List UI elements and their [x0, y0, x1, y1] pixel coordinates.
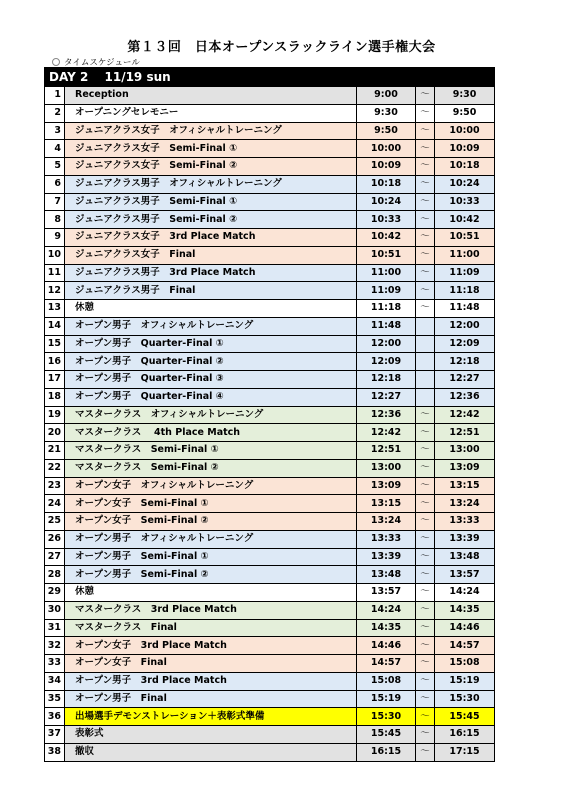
- start-time: 14:46: [357, 637, 416, 655]
- end-time: 12:51: [435, 424, 495, 442]
- schedule-row: [45, 335, 495, 353]
- row-number: 17: [45, 371, 65, 389]
- event-name: ジュニアクラス女子 オフィシャルトレーニング: [65, 122, 357, 140]
- row-number: 12: [45, 282, 65, 300]
- end-time: 13:33: [435, 513, 495, 531]
- row-number: 1: [45, 87, 65, 105]
- time-separator: 〜: [416, 264, 435, 282]
- row-number: 10: [45, 246, 65, 264]
- row-number: 7: [45, 193, 65, 211]
- schedule-row: [45, 708, 495, 726]
- start-time: 13:24: [357, 513, 416, 531]
- row-number: 23: [45, 477, 65, 495]
- time-separator: 〜: [416, 175, 435, 193]
- start-time: 13:39: [357, 548, 416, 566]
- schedule-row: [45, 477, 495, 495]
- row-number: 37: [45, 726, 65, 744]
- event-name: Reception: [65, 87, 357, 105]
- row-number: 14: [45, 317, 65, 335]
- row-number: 5: [45, 158, 65, 176]
- end-time: 9:50: [435, 104, 495, 122]
- end-time: 12:18: [435, 353, 495, 371]
- end-time: 13:24: [435, 495, 495, 513]
- schedule-row: [45, 637, 495, 655]
- event-name: マスタークラス Semi-Final ②: [65, 459, 357, 477]
- schedule-row: [45, 584, 495, 602]
- schedule-row: [45, 459, 495, 477]
- time-separator: 〜: [416, 140, 435, 158]
- time-separator: 〜: [416, 513, 435, 531]
- start-time: 11:00: [357, 264, 416, 282]
- start-time: 13:15: [357, 495, 416, 513]
- start-time: 15:08: [357, 672, 416, 690]
- start-time: 10:18: [357, 175, 416, 193]
- schedule-row: [45, 690, 495, 708]
- schedule-table: [44, 67, 495, 762]
- end-time: 16:15: [435, 726, 495, 744]
- start-time: 10:09: [357, 158, 416, 176]
- time-separator: 〜: [416, 690, 435, 708]
- end-time: 10:18: [435, 158, 495, 176]
- event-name: ジュニアクラス男子 Semi-Final ②: [65, 211, 357, 229]
- event-name: ジュニアクラス女子 Final: [65, 246, 357, 264]
- end-time: 10:42: [435, 211, 495, 229]
- start-time: 14:57: [357, 655, 416, 673]
- time-separator: 〜: [416, 619, 435, 637]
- schedule-row: [45, 726, 495, 744]
- start-time: 13:00: [357, 459, 416, 477]
- event-name: マスタークラス 4th Place Match: [65, 424, 357, 442]
- schedule-row: [45, 442, 495, 460]
- event-name: マスタークラス Semi-Final ①: [65, 442, 357, 460]
- circle-bullet-icon: [52, 58, 60, 66]
- event-name: マスタークラス Final: [65, 619, 357, 637]
- page-title: 第１３回 日本オープンスラックライン選手権大会: [127, 40, 436, 55]
- end-time: 12:09: [435, 335, 495, 353]
- row-number: 20: [45, 424, 65, 442]
- row-number: 36: [45, 708, 65, 726]
- event-name: 休憩: [65, 300, 357, 318]
- schedule-row: [45, 495, 495, 513]
- schedule-row: [45, 601, 495, 619]
- row-number: 3: [45, 122, 65, 140]
- start-time: 15:45: [357, 726, 416, 744]
- row-number: 11: [45, 264, 65, 282]
- end-time: 9:30: [435, 87, 495, 105]
- schedule-row: [45, 655, 495, 673]
- start-time: 12:09: [357, 353, 416, 371]
- time-separator: 〜: [416, 708, 435, 726]
- time-separator: 〜: [416, 282, 435, 300]
- time-separator: [416, 335, 435, 353]
- end-time: 13:39: [435, 530, 495, 548]
- start-time: 12:27: [357, 388, 416, 406]
- time-separator: 〜: [416, 459, 435, 477]
- start-time: 15:19: [357, 690, 416, 708]
- row-number: 30: [45, 601, 65, 619]
- event-name: マスタークラス 3rd Place Match: [65, 601, 357, 619]
- end-time: 10:00: [435, 122, 495, 140]
- time-separator: 〜: [416, 104, 435, 122]
- time-separator: 〜: [416, 158, 435, 176]
- start-time: 13:09: [357, 477, 416, 495]
- row-number: 24: [45, 495, 65, 513]
- start-time: 11:09: [357, 282, 416, 300]
- event-name: オープン女子 Semi-Final ①: [65, 495, 357, 513]
- time-separator: 〜: [416, 726, 435, 744]
- schedule-row: [45, 300, 495, 318]
- start-time: 10:33: [357, 211, 416, 229]
- start-time: 16:15: [357, 743, 416, 761]
- event-name: オープン女子 オフィシャルトレーニング: [65, 477, 357, 495]
- schedule-row: [45, 229, 495, 247]
- end-time: 14:35: [435, 601, 495, 619]
- end-time: 12:42: [435, 406, 495, 424]
- time-separator: 〜: [416, 495, 435, 513]
- end-time: 11:48: [435, 300, 495, 318]
- event-name: オープン女子 Final: [65, 655, 357, 673]
- end-time: 13:09: [435, 459, 495, 477]
- schedule-row: [45, 122, 495, 140]
- schedule-row: [45, 672, 495, 690]
- start-time: 13:48: [357, 566, 416, 584]
- schedule-row: [45, 158, 495, 176]
- time-separator: [416, 353, 435, 371]
- row-number: 19: [45, 406, 65, 424]
- event-name: オープニングセレモニー: [65, 104, 357, 122]
- end-time: 12:36: [435, 388, 495, 406]
- event-name: 出場選手デモンストレーション＋表彰式準備: [65, 708, 357, 726]
- start-time: 12:51: [357, 442, 416, 460]
- row-number: 22: [45, 459, 65, 477]
- schedule-row: [45, 388, 495, 406]
- row-number: 8: [45, 211, 65, 229]
- time-separator: 〜: [416, 211, 435, 229]
- row-number: 18: [45, 388, 65, 406]
- end-time: 12:00: [435, 317, 495, 335]
- start-time: 11:48: [357, 317, 416, 335]
- start-time: 12:00: [357, 335, 416, 353]
- start-time: 13:33: [357, 530, 416, 548]
- time-separator: 〜: [416, 477, 435, 495]
- event-name: オープン男子 Quarter-Final ④: [65, 388, 357, 406]
- end-time: 14:57: [435, 637, 495, 655]
- time-separator: 〜: [416, 246, 435, 264]
- schedule-row: [45, 193, 495, 211]
- end-time: 14:24: [435, 584, 495, 602]
- time-separator: 〜: [416, 87, 435, 105]
- event-name: マスタークラス オフィシャルトレーニング: [65, 406, 357, 424]
- event-name: オープン女子 3rd Place Match: [65, 637, 357, 655]
- schedule-row: [45, 548, 495, 566]
- end-time: 10:24: [435, 175, 495, 193]
- end-time: 11:18: [435, 282, 495, 300]
- start-time: 9:30: [357, 104, 416, 122]
- row-number: 29: [45, 584, 65, 602]
- schedule-row: [45, 406, 495, 424]
- schedule-row: [45, 530, 495, 548]
- event-name: ジュニアクラス男子 Final: [65, 282, 357, 300]
- end-time: 15:45: [435, 708, 495, 726]
- end-time: 11:00: [435, 246, 495, 264]
- time-separator: 〜: [416, 637, 435, 655]
- schedule-row: [45, 513, 495, 531]
- event-name: ジュニアクラス男子 Semi-Final ①: [65, 193, 357, 211]
- row-number: 27: [45, 548, 65, 566]
- schedule-row: [45, 264, 495, 282]
- row-number: 34: [45, 672, 65, 690]
- start-time: 15:30: [357, 708, 416, 726]
- event-name: オープン男子 Quarter-Final ①: [65, 335, 357, 353]
- start-time: 11:18: [357, 300, 416, 318]
- event-name: ジュニアクラス女子 Semi-Final ①: [65, 140, 357, 158]
- schedule-row: [45, 282, 495, 300]
- schedule-row: [45, 371, 495, 389]
- time-separator: 〜: [416, 655, 435, 673]
- day-header: DAY 2 11/19 sun: [45, 68, 495, 87]
- start-time: 10:24: [357, 193, 416, 211]
- start-time: 10:42: [357, 229, 416, 247]
- time-separator: 〜: [416, 122, 435, 140]
- row-number: 15: [45, 335, 65, 353]
- end-time: 15:19: [435, 672, 495, 690]
- event-name: オープン男子 オフィシャルトレーニング: [65, 317, 357, 335]
- end-time: 10:09: [435, 140, 495, 158]
- time-separator: [416, 371, 435, 389]
- event-name: オープン男子 Semi-Final ①: [65, 548, 357, 566]
- time-separator: 〜: [416, 530, 435, 548]
- event-name: オープン男子 Final: [65, 690, 357, 708]
- start-time: 13:57: [357, 584, 416, 602]
- event-name: ジュニアクラス女子 3rd Place Match: [65, 229, 357, 247]
- row-number: 25: [45, 513, 65, 531]
- schedule-row: [45, 87, 495, 105]
- time-separator: 〜: [416, 743, 435, 761]
- start-time: 14:24: [357, 601, 416, 619]
- event-name: 撤収: [65, 743, 357, 761]
- row-number: 32: [45, 637, 65, 655]
- time-separator: 〜: [416, 406, 435, 424]
- row-number: 21: [45, 442, 65, 460]
- time-separator: [416, 317, 435, 335]
- end-time: 17:15: [435, 743, 495, 761]
- time-separator: 〜: [416, 424, 435, 442]
- row-number: 6: [45, 175, 65, 193]
- schedule-row: [45, 424, 495, 442]
- start-time: 9:00: [357, 87, 416, 105]
- schedule-row: [45, 743, 495, 761]
- row-number: 28: [45, 566, 65, 584]
- subtitle-label: タイムスケジュール: [64, 58, 140, 68]
- time-separator: 〜: [416, 300, 435, 318]
- start-time: 14:35: [357, 619, 416, 637]
- time-separator: 〜: [416, 548, 435, 566]
- end-time: 11:09: [435, 264, 495, 282]
- time-separator: 〜: [416, 584, 435, 602]
- time-separator: 〜: [416, 566, 435, 584]
- start-time: 9:50: [357, 122, 416, 140]
- event-name: オープン女子 Semi-Final ②: [65, 513, 357, 531]
- event-name: ジュニアクラス男子 3rd Place Match: [65, 264, 357, 282]
- end-time: 10:51: [435, 229, 495, 247]
- schedule-row: [45, 140, 495, 158]
- time-separator: [416, 388, 435, 406]
- schedule-row: [45, 104, 495, 122]
- row-number: 38: [45, 743, 65, 761]
- row-number: 2: [45, 104, 65, 122]
- end-time: 14:46: [435, 619, 495, 637]
- row-number: 16: [45, 353, 65, 371]
- row-number: 26: [45, 530, 65, 548]
- start-time: 10:00: [357, 140, 416, 158]
- start-time: 12:36: [357, 406, 416, 424]
- schedule-row: [45, 175, 495, 193]
- start-time: 10:51: [357, 246, 416, 264]
- event-name: オープン男子 オフィシャルトレーニング: [65, 530, 357, 548]
- end-time: 13:00: [435, 442, 495, 460]
- time-separator: 〜: [416, 229, 435, 247]
- start-time: 12:42: [357, 424, 416, 442]
- end-time: 15:30: [435, 690, 495, 708]
- time-separator: 〜: [416, 442, 435, 460]
- time-separator: 〜: [416, 672, 435, 690]
- schedule-row: [45, 619, 495, 637]
- event-name: オープン男子 Quarter-Final ③: [65, 371, 357, 389]
- row-number: 35: [45, 690, 65, 708]
- row-number: 33: [45, 655, 65, 673]
- schedule-row: [45, 246, 495, 264]
- end-time: 12:27: [435, 371, 495, 389]
- event-name: 表彰式: [65, 726, 357, 744]
- end-time: 13:48: [435, 548, 495, 566]
- schedule-row: [45, 566, 495, 584]
- schedule-row: [45, 317, 495, 335]
- time-separator: 〜: [416, 193, 435, 211]
- day-header-row: [45, 68, 495, 87]
- event-name: ジュニアクラス女子 Semi-Final ②: [65, 158, 357, 176]
- schedule-row: [45, 353, 495, 371]
- end-time: 10:33: [435, 193, 495, 211]
- event-name: オープン男子 Semi-Final ②: [65, 566, 357, 584]
- end-time: 13:57: [435, 566, 495, 584]
- row-number: 13: [45, 300, 65, 318]
- start-time: 12:18: [357, 371, 416, 389]
- row-number: 31: [45, 619, 65, 637]
- event-name: 休憩: [65, 584, 357, 602]
- row-number: 9: [45, 229, 65, 247]
- time-separator: 〜: [416, 601, 435, 619]
- end-time: 13:15: [435, 477, 495, 495]
- row-number: 4: [45, 140, 65, 158]
- schedule-row: [45, 211, 495, 229]
- end-time: 15:08: [435, 655, 495, 673]
- event-name: ジュニアクラス男子 オフィシャルトレーニング: [65, 175, 357, 193]
- event-name: オープン男子 Quarter-Final ②: [65, 353, 357, 371]
- event-name: オープン男子 3rd Place Match: [65, 672, 357, 690]
